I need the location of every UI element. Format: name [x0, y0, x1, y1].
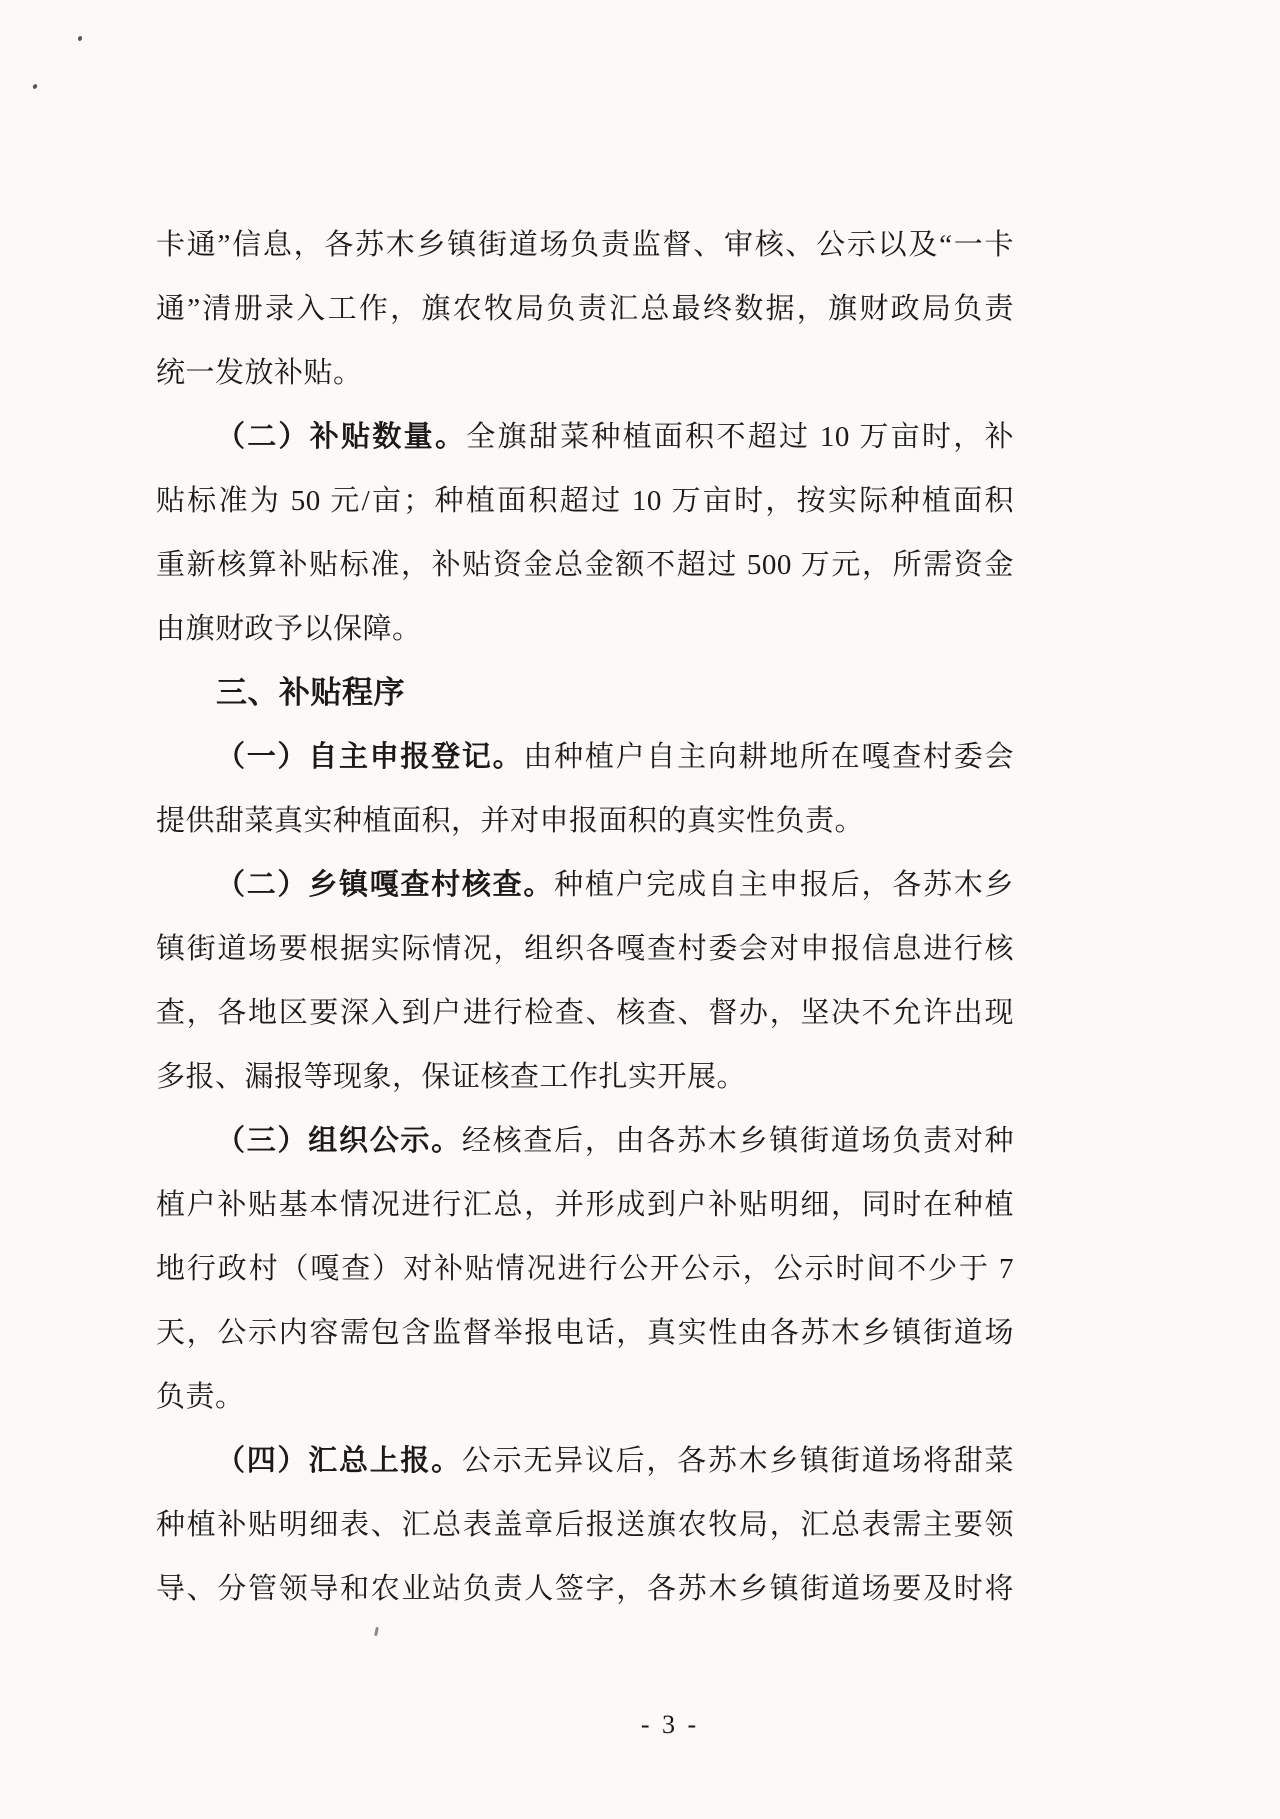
text-line	[156, 1429, 1014, 1493]
body-text: 通”清册录入工作，旗农牧局负责汇总最终数据，旗财政局负责	[156, 293, 1014, 325]
bold-lead-text: （三）组织公示。	[216, 1125, 462, 1157]
body-text: 查，各地区要深入到户进行检查、核查、督办，坚决不允许出现	[156, 997, 1014, 1029]
body-text: 公示无异议后，各苏木乡镇街道场将甜菜	[461, 1445, 1014, 1477]
text-line	[156, 917, 1014, 981]
text-line	[156, 1557, 1014, 1621]
scan-speck	[374, 1627, 379, 1636]
bold-lead-text: 三、补贴程序	[216, 675, 405, 710]
text-line	[156, 789, 1014, 853]
text-line	[156, 1237, 1014, 1301]
scan-speck	[77, 35, 82, 41]
bold-lead-text: （四）汇总上报。	[216, 1445, 462, 1477]
bold-lead-text: （二）补贴数量。	[216, 421, 467, 453]
body-text: 种植补贴明细表、汇总表盖章后报送旗农牧局，汇总表需主要领	[156, 1509, 1014, 1541]
body-text: 全旗甜菜种植面积不超过 10 万亩时，补	[466, 421, 1014, 453]
text-line	[156, 469, 1014, 533]
body-text: 重新核算补贴标准，补贴资金总金额不超过 500 万元，所需资金	[156, 549, 1014, 581]
scan-speck	[32, 83, 38, 89]
text-line	[156, 853, 1014, 917]
text-line	[156, 1301, 1014, 1365]
body-text: 统一发放补贴。	[156, 357, 363, 389]
body-text: 天，公示内容需包含监督举报电话，真实性由各苏木乡镇街道场	[156, 1317, 1014, 1349]
text-line	[156, 597, 1014, 661]
body-text: 种植户完成自主申报后，各苏木乡	[554, 869, 1014, 901]
text-line	[156, 725, 1014, 789]
body-text: 由种植户自主向耕地所在嘎查村委会	[523, 741, 1014, 773]
text-line	[156, 213, 1014, 277]
body-text: 提供甜菜真实种植面积，并对申报面积的真实性负责。	[156, 805, 865, 837]
section-heading	[156, 661, 1014, 725]
text-line	[156, 981, 1014, 1045]
bold-lead-text: （二）乡镇嘎查村核查。	[216, 869, 555, 901]
body-text: 多报、漏报等现象，保证核查工作扎实开展。	[156, 1061, 747, 1093]
text-line	[156, 1045, 1014, 1109]
body-text: 导、分管领导和农业站负责人签字，各苏木乡镇街道场要及时将	[156, 1573, 1014, 1605]
body-text: 植户补贴基本情况进行汇总，并形成到户补贴明细，同时在种植	[156, 1189, 1014, 1221]
document-lines	[156, 213, 1014, 1621]
text-line	[156, 1365, 1014, 1429]
text-line	[156, 1173, 1014, 1237]
body-text: 卡通”信息，各苏木乡镇街道场负责监督、审核、公示以及“一卡	[156, 229, 1014, 261]
body-text: 地行政村（嘎查）对补贴情况进行公开公示，公示时间不少于 7	[156, 1253, 1014, 1285]
body-text: 贴标准为 50 元/亩；种植面积超过 10 万亩时，按实际种植面积	[156, 485, 1014, 517]
bold-lead-text: （一）自主申报登记。	[216, 741, 524, 773]
text-line	[156, 405, 1014, 469]
body-text: 由旗财政予以保障。	[156, 613, 422, 645]
text-line	[156, 533, 1014, 597]
text-line	[156, 341, 1014, 405]
body-text: 经核查后，由各苏木乡镇街道场负责对种	[461, 1125, 1014, 1157]
text-line	[156, 277, 1014, 341]
body-text: 负责。	[156, 1381, 245, 1413]
body-text: 镇街道场要根据实际情况，组织各嘎查村委会对申报信息进行核	[156, 933, 1014, 965]
text-line	[156, 1109, 1014, 1173]
text-line	[156, 1493, 1014, 1557]
page-number: - 3 -	[640, 1710, 700, 1739]
